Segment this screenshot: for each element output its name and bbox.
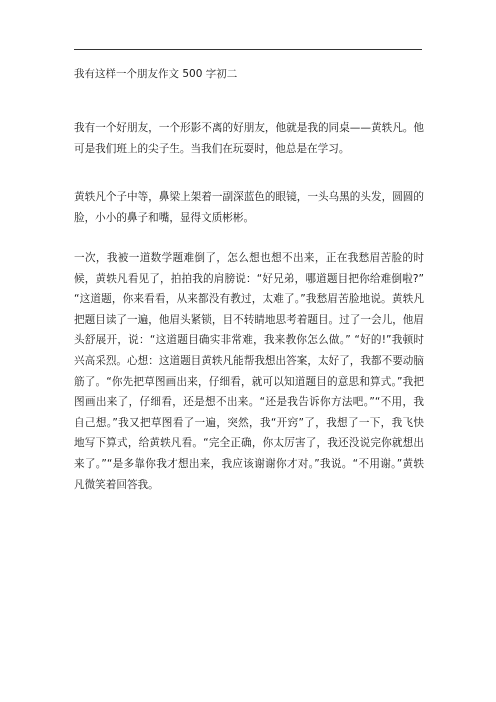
paragraph-appearance: 黄轶凡个子中等，鼻梁上架着一副深蓝色的眼镜，一头乌黑的头发，圆圆的脸，小小的鼻子和嘴，显得文质彬彬。 [74, 191, 424, 224]
paragraph-story: 一次，我被一道数学题难倒了，怎么想也想不出来，正在我愁眉苦脸的时候，黄轶凡看见了，拍拍我的肩膀说：“好兄弟，哪道题目把你给难倒啦?” “这道题，你来看看，从来都没有教过，太难了。”我愁眉苦脸地说。黄轶凡把题目读了一遍，他眉头紧锁，目不转睛地思考着题目。过了一会儿，他眉头舒展开，说：“这道题目确实非常难，我来教你怎么做。” “好的!”我顿时兴高采烈。心想：这道题目黄轶凡能帮我想出答案，太好了，我都不要动脑筋了。“你先把草图画出来，仔细看，就可以知道题目的意思和算式。”我把图画出来了，仔细看，还是想不出来。“还是我告诉你方法吧。”“不用，我自己想。”我又把草图看了一遍，突然，我“开窍”了，我想了一下，我飞快地写下算式，给黄轶凡看。“完全正确，你太厉害了，我还没说完你就想出来了。”“是多靠你我才想出来，我应该谢谢你才对。”我说。“不用谢。”黄轶凡微笑着回答我。 [74, 252, 424, 491]
document-title: 我有这样一个朋友作文 500 字初二 [74, 68, 238, 80]
paragraph-intro: 我有一个好朋友，一个形影不离的好朋友，他就是我的同桌——黄轶凡。他可是我们班上的尖子生。当我们在玩耍时，他总是在学习。 [74, 122, 424, 155]
header-divider [74, 49, 422, 50]
